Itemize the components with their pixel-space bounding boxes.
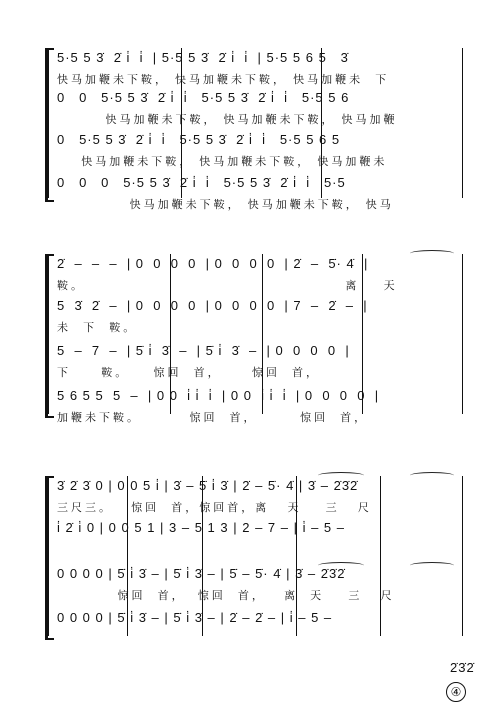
lyrics-text: 三尺三。 惊回 首，惊回首，离 天 三 尺 <box>57 502 372 514</box>
jianpu-notes <box>57 388 477 408</box>
part-row <box>0 388 500 432</box>
system-1 <box>0 40 500 211</box>
system-3 <box>0 470 500 650</box>
lyrics-line <box>57 587 477 603</box>
part-row <box>0 256 500 300</box>
continuation-notes: 2̇3̇2̇ <box>450 660 475 675</box>
notes-text: 0 5·5 5 3̇ 2̇ i̇ i̇ 5·5 5 3̇ 2̇ i̇ i̇ 5·5 5 6 5 <box>57 132 341 147</box>
jianpu-notes <box>57 175 477 195</box>
lyrics-line <box>57 319 477 335</box>
notes-text: i̇ 2̇ i̇ 0 | 0 0 5 1 | 3 – 5 1 3 | 2 – 7 – | i̇ – 5 – <box>57 520 345 535</box>
jianpu-notes <box>57 566 477 586</box>
jianpu-notes <box>57 50 477 70</box>
lyrics-line <box>57 499 477 515</box>
jianpu-notes <box>57 256 477 276</box>
lyrics-line <box>57 364 477 380</box>
lyrics-text: 快马加鞭未下鞍， 快马加鞭未下鞍， 快马加鞭未 下 <box>57 74 390 86</box>
continuation-fragment <box>450 660 475 675</box>
jianpu-notes <box>57 298 477 318</box>
part-row <box>0 610 500 654</box>
notes-text: 5 – 7 – | 5̇ i̇ 3̇ – | 5̇ i̇ 3̇ – | 0 0 0 0 | <box>57 343 350 358</box>
part-row <box>0 298 500 342</box>
notes-text: 2̇ – – – | 0 0 0 0 | 0 0 0 0 | 2̇ – 5̇· 4̇ | <box>57 256 369 271</box>
jianpu-notes <box>57 478 477 498</box>
notes-text: 3̇ 2̇ 3̇ 0 | 0 0 5 i̇ | 3̇ – 5̇ i̇ 3̇ | 2̇ – 5̇· 4̇ | 3̇ – 2̇3̇2̇ <box>57 478 359 493</box>
part-row <box>0 520 500 564</box>
page-number <box>446 682 466 702</box>
lyrics-line <box>57 277 477 293</box>
jianpu-notes <box>57 90 477 110</box>
lyrics-text: 加鞭未下鞍。 惊回 首， 惊回 首， <box>57 412 369 424</box>
part-row <box>0 90 500 134</box>
lyrics-line <box>57 541 477 557</box>
lyrics-line <box>57 111 477 127</box>
part-row <box>0 50 500 94</box>
lyrics-line <box>57 409 477 425</box>
lyrics-text: 鞍。 离 天 <box>57 280 398 292</box>
notes-text: 5·5 5 3̇ 2̇ i̇ i̇ | 5·5 5 3̇ 2̇ i̇ i̇ | 5·5 5 6 5 3̇ <box>57 50 349 65</box>
lyrics-text: 快马加鞭未下鞍， 快马加鞭未下鞍， 快马 <box>57 199 394 211</box>
lyrics-line <box>57 196 477 212</box>
notes-text: 0 0 5·5 5 3̇ 2̇ i̇ i̇ 5·5 5 3̇ 2̇ i̇ i̇ 5·5 5 6 <box>57 90 350 105</box>
jianpu-notes <box>57 520 477 540</box>
notes-text: 0 0 0 0 | 5̇ i̇ 3̇ – | 5̇ i̇ 3̇ – | 5̇ – 5̇· 4̇ | 3̇ – 2̇3̇2̇ <box>57 566 346 581</box>
lyrics-line <box>57 71 477 87</box>
lyrics-text: 下 鞍。 惊回 首， 惊回 首， <box>57 367 321 379</box>
part-row <box>0 343 500 387</box>
system-2 <box>0 248 500 428</box>
lyrics-text: 未 下 鞍。 <box>57 322 138 334</box>
lyrics-text: 快马加鞭未下鞍， 快马加鞭未下鞍， 快马加鞭 <box>57 114 398 126</box>
jianpu-notes <box>57 132 477 152</box>
lyrics-line <box>57 153 477 169</box>
part-row <box>0 566 500 610</box>
part-row <box>0 175 500 219</box>
jianpu-notes <box>57 343 477 363</box>
notes-text: 0 0 0 5·5 5 3̇ 2̇ i̇ i̇ 5·5 5 3̇ 2̇ i̇ i̇ 5·5 <box>57 175 346 190</box>
lyrics-text: 惊回 首， 惊回 首， 离 天 三 尺 <box>57 590 395 602</box>
part-row <box>0 478 500 522</box>
notes-text: 0 0 0 0 | 5̇ i̇ 3̇ – | 5̇ i̇ 3̇ – | 2̇ – 2̇ – | i̇ – 5 – <box>57 610 333 625</box>
notes-text: 5 6 5 5 5 – | 0 0 i̇ i̇ i̇ | 0 0 i̇ i̇ i̇ | 0 0 0 0 | <box>57 388 380 403</box>
lyrics-line <box>57 631 477 647</box>
lyrics-text: 快马加鞭未下鞍， 快马加鞭未下鞍， 快马加鞭未 <box>57 156 388 168</box>
page-number-text: ④ <box>450 685 462 699</box>
part-row <box>0 132 500 176</box>
jianpu-notes <box>57 610 477 630</box>
notes-text: 5 3̇ 2̇ – | 0 0 0 0 | 0 0 0 0 | 7 – 2̇ – | <box>57 298 368 313</box>
